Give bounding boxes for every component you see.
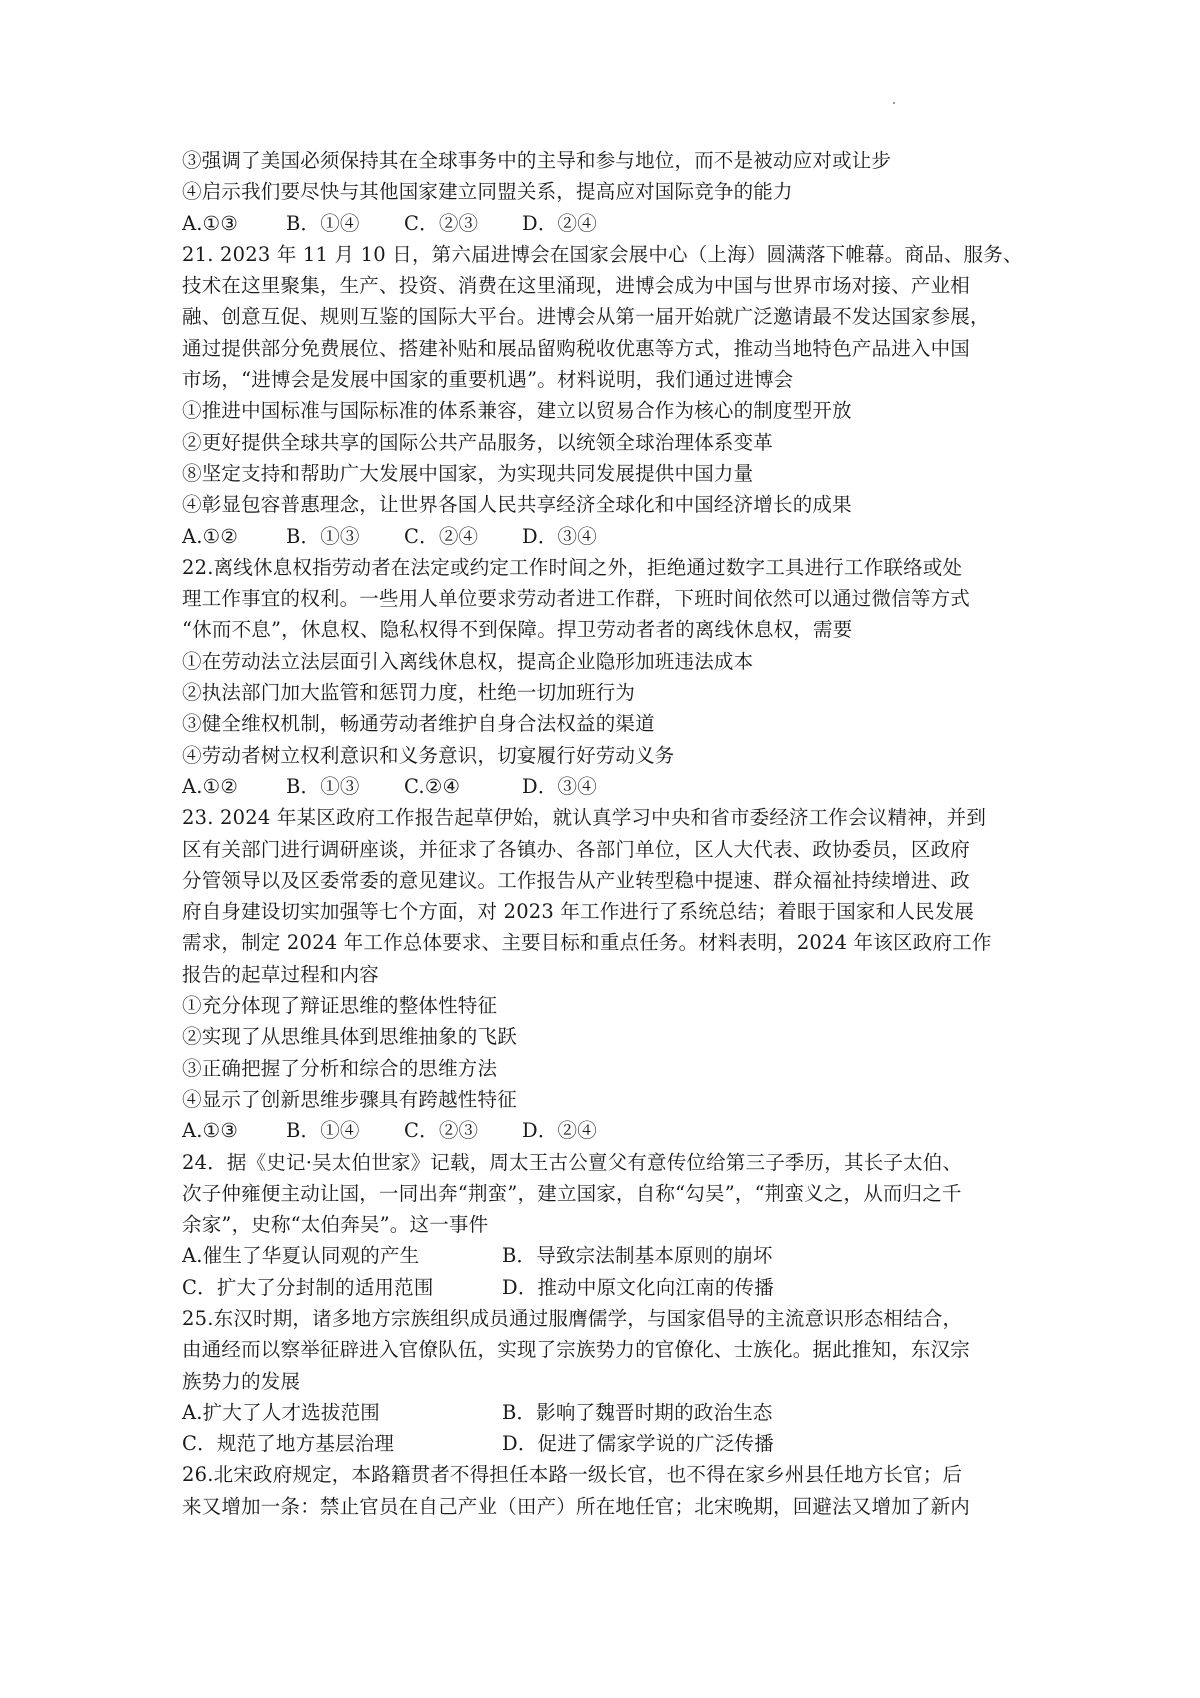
question-25-text: 由通经而以察举征辟进入官僚队伍，实现了宗族势力的官僚化、士族化。据此推知，东汉宗	[182, 1338, 971, 1362]
question-26-text: 来又增加一条：禁止官员在自己产业（田产）所在地任官；北宋晚期，回避法又增加了新内	[182, 1494, 971, 1518]
question-23-text: 报告的起草过程和内容	[182, 962, 380, 986]
choice-d: D．③④	[522, 524, 597, 548]
choice-c: C．②④	[404, 524, 479, 548]
question-21-text: 通过提供部分免费展位、搭建补贴和展品留购税收优惠等方式，推动当地特色产品进入中国	[182, 336, 971, 360]
choice-c: C．规范了地方基层治理	[182, 1432, 395, 1456]
answer-choices	[182, 521, 1032, 552]
question-23-text: 区有关部门进行调研座谈，并征求了各镇办、各部门单位，区人大代表、政协委员，区政府	[182, 837, 971, 861]
question-23-text: 府自身建设切实加强等七个方面，对 2023 年工作进行了系统总结；着眼于国家和人民发展	[182, 900, 975, 924]
question-22-text: 理工作事宜的权利。一些用人单位要求劳动者进工作群，下班时间依然可以通过微信等方式	[182, 587, 971, 611]
option-line: ②实现了从思维具体到思维抽象的飞跃	[182, 1025, 517, 1049]
option-line: ③健全维权机制，畅通劳动者维护自身合法权益的渠道	[182, 712, 655, 736]
choice-c: C.②④	[404, 774, 461, 798]
question-21-text: 市场，“进博会是发展中国家的重要机遇”。材料说明，我们通过进博会	[182, 368, 794, 392]
answer-choices	[182, 1115, 1032, 1146]
question-24-text: 24．据《史记·吴太伯世家》记载，周太王古公亶父有意传位给第三子季历，其长子太伯、	[182, 1150, 963, 1174]
question-26-text: 26.北宋政府规定，本路籍贯者不得担任本路一级长官，也不得在家乡州县任地方长官；后	[182, 1463, 963, 1487]
choice-c: C．②③	[404, 211, 479, 235]
choice-b: B．①④	[286, 211, 360, 235]
option-line: ④显示了创新思维步骤具有跨越性特征	[182, 1087, 517, 1111]
question-25-text: 25.东汉时期，诸多地方宗族组织成员通过服膺儒学，与国家倡导的主流意识形态相结合，	[182, 1306, 963, 1330]
choice-c: C．扩大了分封制的适用范围	[182, 1275, 434, 1299]
choice-c: C．②③	[404, 1119, 479, 1143]
question-22-text: “休而不息”，休息权、隐私权得不到保障。捍卫劳动者者的离线休息权，需要	[182, 618, 853, 642]
question-21-text: 技术在这里聚集，生产、投资、消费在这里涌现，进博会成为中国与世界市场对接、产业相	[182, 274, 971, 298]
choice-a: A.①②	[182, 774, 239, 798]
choice-b: B．①③	[286, 774, 360, 798]
question-22-text: 22.离线休息权指劳动者在法定或约定工作时间之外，拒绝通过数字工具进行工作联络或处	[182, 555, 963, 579]
option-line: ①充分体现了辩证思维的整体性特征	[182, 994, 498, 1018]
option-line: ③正确把握了分析和综合的思维方法	[182, 1056, 498, 1080]
choice-b: B．导致宗法制基本原则的崩坏	[502, 1244, 773, 1268]
option-line: ⑧坚定支持和帮助广大发展中国家，为实现共同发展提供中国力量	[182, 461, 754, 485]
choice-d: D．促进了儒家学说的广泛传播	[502, 1432, 774, 1456]
answer-choices	[182, 771, 1032, 802]
choice-a: A.催生了华夏认同观的产生	[182, 1244, 420, 1268]
answer-choices	[182, 208, 1032, 239]
exam-page	[182, 145, 1032, 1522]
choice-d: D．③④	[522, 774, 597, 798]
question-23-text: 需求，制定 2024 年工作总体要求、主要目标和重点任务。材料表明，2024 年该区政府工作	[182, 931, 992, 955]
option-line: ②执法部门加大监管和惩罚力度，杜绝一切加班行为	[182, 681, 636, 705]
choice-a: A.①③	[182, 211, 239, 235]
choice-d: D．②④	[522, 1119, 597, 1143]
choice-d: D．推动中原文化向江南的传播	[502, 1275, 774, 1299]
option-line: ②更好提供全球共享的国际公共产品服务，以统领全球治理体系变革	[182, 430, 774, 454]
option-line: ①推进中国标准与国际标准的体系兼容，建立以贸易合作为核心的制度型开放	[182, 399, 852, 423]
scan-speck	[893, 102, 895, 104]
choice-b: B．①③	[286, 524, 360, 548]
question-23-text: 23. 2024 年某区政府工作报告起草伊始，就认真学习中央和省市委经济工作会议精神，并到	[182, 806, 987, 830]
choice-a: A.扩大了人才选拔范围	[182, 1400, 380, 1424]
option-line: ④启示我们要尽快与其他国家建立同盟关系，提高应对国际竞争的能力	[182, 180, 793, 204]
choice-a: A.①②	[182, 524, 239, 548]
question-23-text: 分管领导以及区委常委的意见建议。工作报告从产业转型稳中提速、群众福祉持续增进、政	[182, 868, 971, 892]
question-25-text: 族势力的发展	[182, 1369, 301, 1393]
option-line: ④劳动者树立权利意识和义务意识，切宴履行好劳动义务	[182, 743, 675, 767]
answer-choices	[182, 1428, 1032, 1459]
question-24-text: 余家”，史称“太伯奔吴”。这一事件	[182, 1213, 489, 1237]
answer-choices	[182, 1272, 1032, 1303]
option-line: ③强调了美国必须保持其在全球事务中的主导和参与地位，而不是被动应对或让步	[182, 149, 892, 172]
answer-choices	[182, 1397, 1032, 1428]
answer-choices	[182, 1240, 1032, 1271]
choice-b: B．①④	[286, 1119, 360, 1143]
question-21-text: 融、创意互促、规则互鉴的国际大平台。进博会从第一届开始就广泛邀请最不发达国家参展，	[182, 305, 990, 329]
choice-b: B．影响了魏晋时期的政治生态	[502, 1400, 773, 1424]
question-21-text: 21. 2023 年 11 月 10 日，第六届进博会在国家会展中心（上海）圆满落下帷幕。商品、服务、	[182, 242, 1023, 266]
option-line: ①在劳动法立法层面引入离线休息权，提高企业隐形加班违法成本	[182, 649, 754, 673]
choice-a: A.①③	[182, 1119, 239, 1143]
question-24-text: 次子仲雍便主动让国，一同出奔“荆蛮”，建立国家，自称“勾吴”，“荆蛮义之，从而归之千	[182, 1181, 962, 1205]
option-line: ④彰显包容普惠理念，让世界各国人民共享经济全球化和中国经济增长的成果	[182, 493, 852, 517]
choice-d: D．②④	[522, 211, 597, 235]
